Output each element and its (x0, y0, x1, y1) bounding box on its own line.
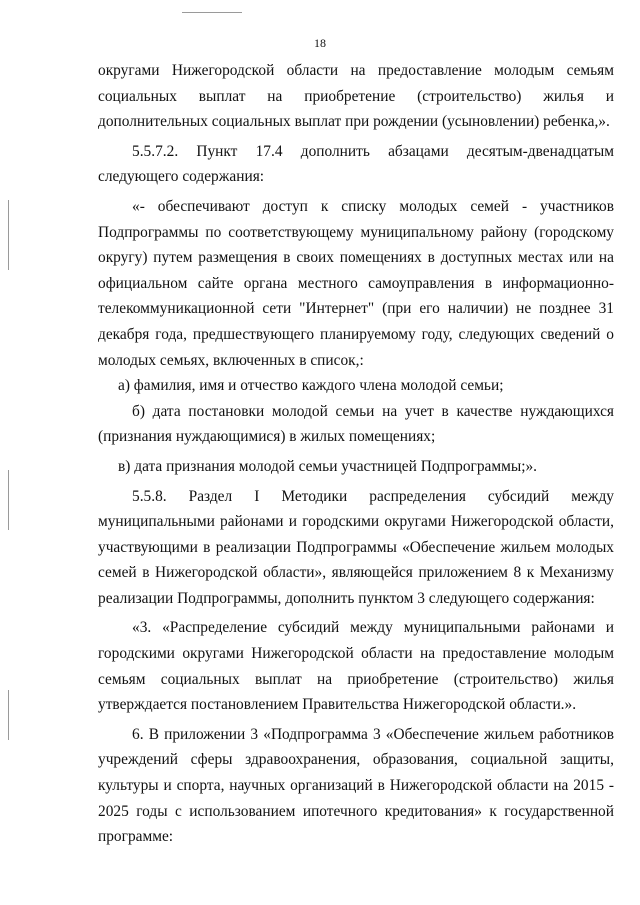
scan-artifact (8, 470, 9, 530)
paragraph-item-c: в) дата признания молодой семьи участницей Подпрограммы;». (118, 457, 538, 475)
paragraph-item-a: а) фамилия, имя и отчество каждого члена молодой семьи; (118, 377, 504, 395)
scan-artifact (8, 200, 9, 270)
paragraph-6: 6. В приложении 3 «Подпрограмма 3 «Обеспечение жильем работников учреждений сферы здравоохранения, образования, социальной защиты, культуры и спорта, научных организаций в Нижегородской области на 2015 - 2025 годы с использованием ипотечного кредитования» к государственной программе: (98, 725, 614, 846)
document-body (98, 58, 614, 850)
paragraph-5-5-7-2: 5.5.7.2. Пункт 17.4 дополнить абзацами десятым-двенадцатым следующего содержания: (98, 142, 614, 186)
paragraph-item-b: б) дата постановки молодой семьи на учет в качестве нуждающихся (признания нуждающимися) в жилых помещениях; (98, 402, 614, 446)
scan-artifact (8, 690, 9, 740)
paragraph-5-5-8: 5.5.8. Раздел I Методики распределения субсидий между муниципальными районами и городскими округами Нижегородской области, участвующими в реализации Подпрограммы «Обеспечение жильем молодых семей в Нижегородской области», являющейся приложением 8 к Механизму реализации Подпрограммы, дополнить пунктом 3 следующего содержания: (98, 487, 614, 607)
paragraph-continuation: округами Нижегородской области на предоставление молодым семьям социальных выплат на приобретение (строительство) жилья и дополнительных социальных выплат при рождении (усыновлении) ребенка,». (98, 62, 614, 131)
scan-artifact (182, 12, 242, 13)
page-number: 18 (314, 36, 326, 50)
paragraph-quote-3: «3. «Распределение субсидий между муниципальными районами и городскими округами Нижегородской области на предоставление молодым семьям социальных выплат на приобретение (строительство) жилья утверждается постановлением Правительства Нижегородской области.». (98, 619, 614, 714)
paragraph-quote-access-list: «- обеспечивают доступ к списку молодых семей - участников Подпрограммы по соответствующему муниципальному району (городскому округу) путем размещения в своих помещениях в доступных местах или на официальном сайте органа местного самоуправления в информационно-телекоммуникационной сети "Интернет" (при его наличии) не позднее 31 декабря года, предшествующего планируемому году, следующих сведений о молодых семьях, включенных в список,: (98, 197, 614, 369)
